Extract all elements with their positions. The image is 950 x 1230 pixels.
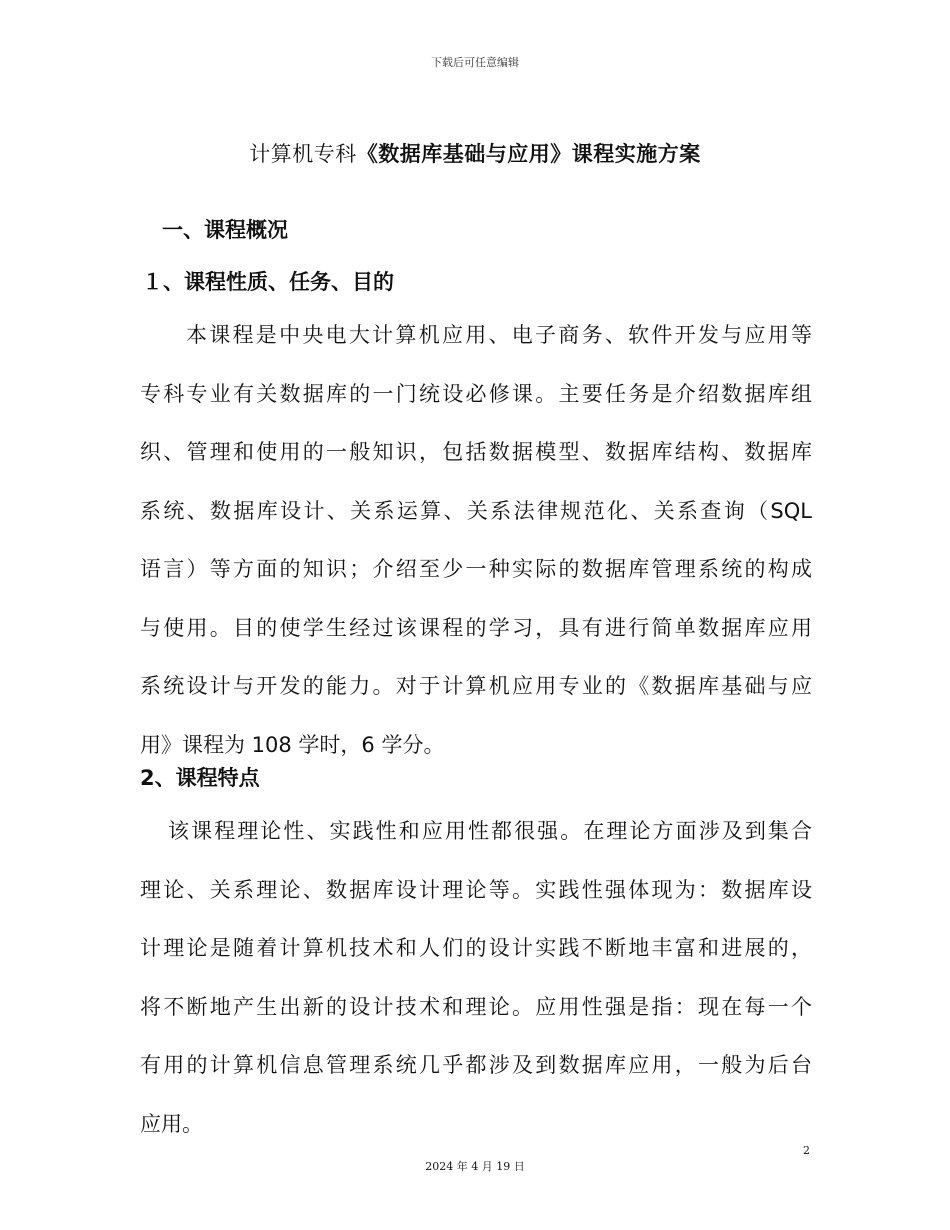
paragraph-line: 专科专业有关数据库的一门统设必修课。主要任务是介绍数据库组 [140, 381, 812, 406]
paragraph-line: 理论、关系理论、数据库设计理论等。实践性强体现为：数据库设 [140, 877, 812, 902]
paragraph-line: 用》课程为 108 学时，6 学分。 [140, 732, 445, 757]
paragraph-line: 与使用。目的使学生经过该课程的学习，具有进行简单数据库应用 [140, 615, 812, 640]
subsection-heading-nature-tasks-goals: １、课程性质、任务、目的 [142, 270, 394, 294]
header-note: 下载后可任意编辑 [431, 56, 519, 69]
paragraph-line: 系统设计与开发的能力。对于计算机应用专业的《数据库基础与应 [140, 674, 812, 698]
paragraph-line: 织、管理和使用的一般知识，包括数据模型、数据库结构、数据库 [140, 440, 812, 464]
title-prefix: 计算机专科 [249, 142, 357, 166]
paragraph-line: 系统、数据库设计、关系运算、关系法律规范化、关系查询（SQL [140, 498, 812, 523]
paragraph-course-nature [140, 306, 812, 774]
paragraph-line: 将不断地产生出新的设计技术和理论。应用性强是指：现在每一个 [140, 994, 812, 1019]
page-number: 2 [803, 1144, 810, 1157]
title-main: 《数据库基础与应用》课程实施方案 [356, 142, 701, 166]
footer-date: 2024 年 4 月 19 日 [425, 1160, 525, 1173]
paragraph-course-features [140, 802, 812, 1153]
paragraph-line: 语言）等方面的知识；介绍至少一种实际的数据库管理系统的构成 [140, 557, 812, 581]
paragraph-line: 该课程理论性、实践性和应用性都很强。在理论方面涉及到集合 [168, 819, 812, 843]
section-heading-course-overview: 一、课程概况 [162, 218, 288, 242]
paragraph-line: 本课程是中央电大计算机应用、电子商务、软件开发与应用等 [186, 323, 812, 347]
paragraph-line: 计理论是随着计算机技术和人们的设计实践不断地丰富和进展的， [140, 936, 812, 960]
document-title [0, 138, 950, 168]
paragraph-line: 有用的计算机信息管理系统几乎都涉及到数据库应用，一般为后台 [140, 1053, 812, 1077]
paragraph-line: 应用。 [140, 1111, 203, 1136]
subsection-heading-course-features: 2、课程特点 [140, 766, 260, 790]
